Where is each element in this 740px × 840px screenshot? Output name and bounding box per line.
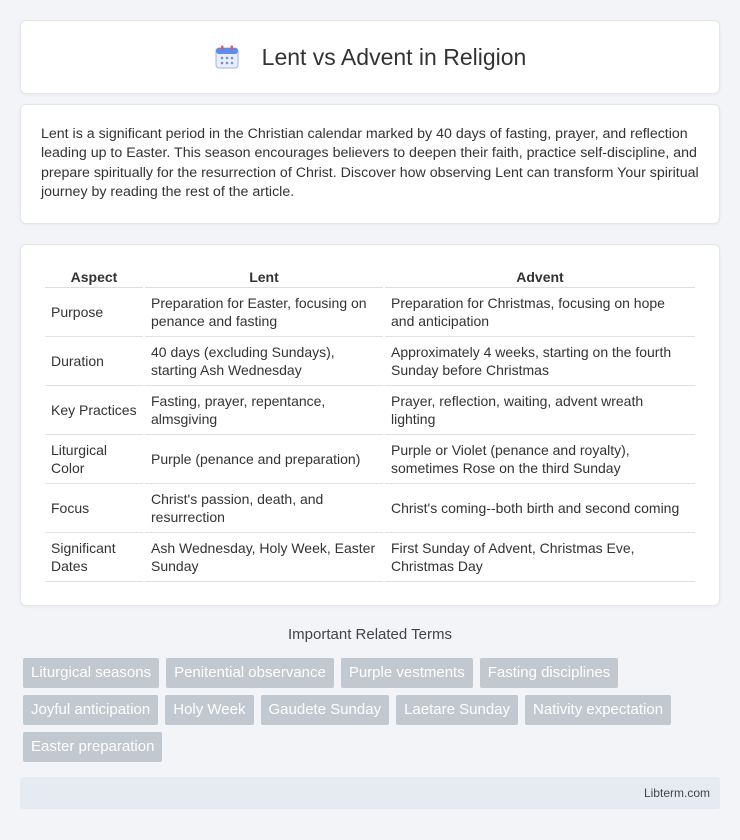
calendar-icon (214, 44, 240, 70)
related-terms-title: Important Related Terms (288, 626, 452, 643)
table-row (45, 533, 695, 582)
advent-cell: Preparation for Christmas, focusing on hope and anticipation (385, 288, 695, 337)
comparison-table (43, 265, 697, 582)
table-row (45, 484, 695, 533)
advent-cell: Purple or Violet (penance and royalty), sometimes Rose on the third Sunday (385, 435, 695, 484)
aspect-cell: Duration (45, 337, 143, 386)
table-row (45, 386, 695, 435)
table-row (45, 288, 695, 337)
column-header: Aspect (45, 265, 143, 288)
lent-cell: Purple (penance and preparation) (145, 435, 383, 484)
footer (20, 777, 720, 809)
advent-cell: First Sunday of Advent, Christmas Eve, Christmas Day (385, 533, 695, 582)
lent-cell: Preparation for Easter, focusing on penance and fasting (145, 288, 383, 337)
table-row (45, 435, 695, 484)
aspect-cell: Liturgical Color (45, 435, 143, 484)
page-title: Lent vs Advent in Religion (261, 43, 527, 70)
term-tag[interactable]: Penitential observance (166, 658, 334, 688)
lent-cell: Christ's passion, death, and resurrection (145, 484, 383, 533)
term-tag[interactable]: Liturgical seasons (23, 658, 159, 688)
intro-card (20, 104, 720, 224)
table-row (45, 337, 695, 386)
advent-cell: Prayer, reflection, waiting, advent wreath lighting (385, 386, 695, 435)
aspect-cell: Key Practices (45, 386, 143, 435)
advent-cell: Christ's coming--both birth and second coming (385, 484, 695, 533)
term-tag[interactable]: Laetare Sunday (396, 695, 518, 725)
term-tag[interactable]: Purple vestments (341, 658, 473, 688)
term-tag[interactable]: Easter preparation (23, 732, 162, 762)
term-tag[interactable]: Fasting disciplines (480, 658, 619, 688)
footer-link[interactable]: Libterm.com (643, 786, 710, 800)
column-header: Lent (145, 265, 383, 288)
comparison-card (20, 244, 720, 606)
advent-cell: Approximately 4 weeks, starting on the fourth Sunday before Christmas (385, 337, 695, 386)
table-header-row (45, 265, 695, 288)
related-terms-list (23, 658, 723, 769)
aspect-cell: Purpose (45, 288, 143, 337)
lent-cell: Ash Wednesday, Holy Week, Easter Sunday (145, 533, 383, 582)
term-tag[interactable]: Joyful anticipation (23, 695, 158, 725)
term-tag[interactable]: Holy Week (165, 695, 253, 725)
aspect-cell: Significant Dates (45, 533, 143, 582)
aspect-cell: Focus (45, 484, 143, 533)
header-card (20, 20, 720, 94)
column-header: Advent (385, 265, 695, 288)
intro-text: Lent is a significant period in the Christian calendar marked by 40 days of fasting, prayer, and reflection leading up to Easter. This season encourages believers to deepen their faith, practice self-discipline, and prepare spiritually for the resurrection of Christ. Discover how observing Lent can transform Your spiritual journey by reading the rest of the article. (41, 126, 699, 201)
lent-cell: Fasting, prayer, repentance, almsgiving (145, 386, 383, 435)
lent-cell: 40 days (excluding Sundays), starting Ash Wednesday (145, 337, 383, 386)
term-tag[interactable]: Gaudete Sunday (261, 695, 390, 725)
term-tag[interactable]: Nativity expectation (525, 695, 671, 725)
